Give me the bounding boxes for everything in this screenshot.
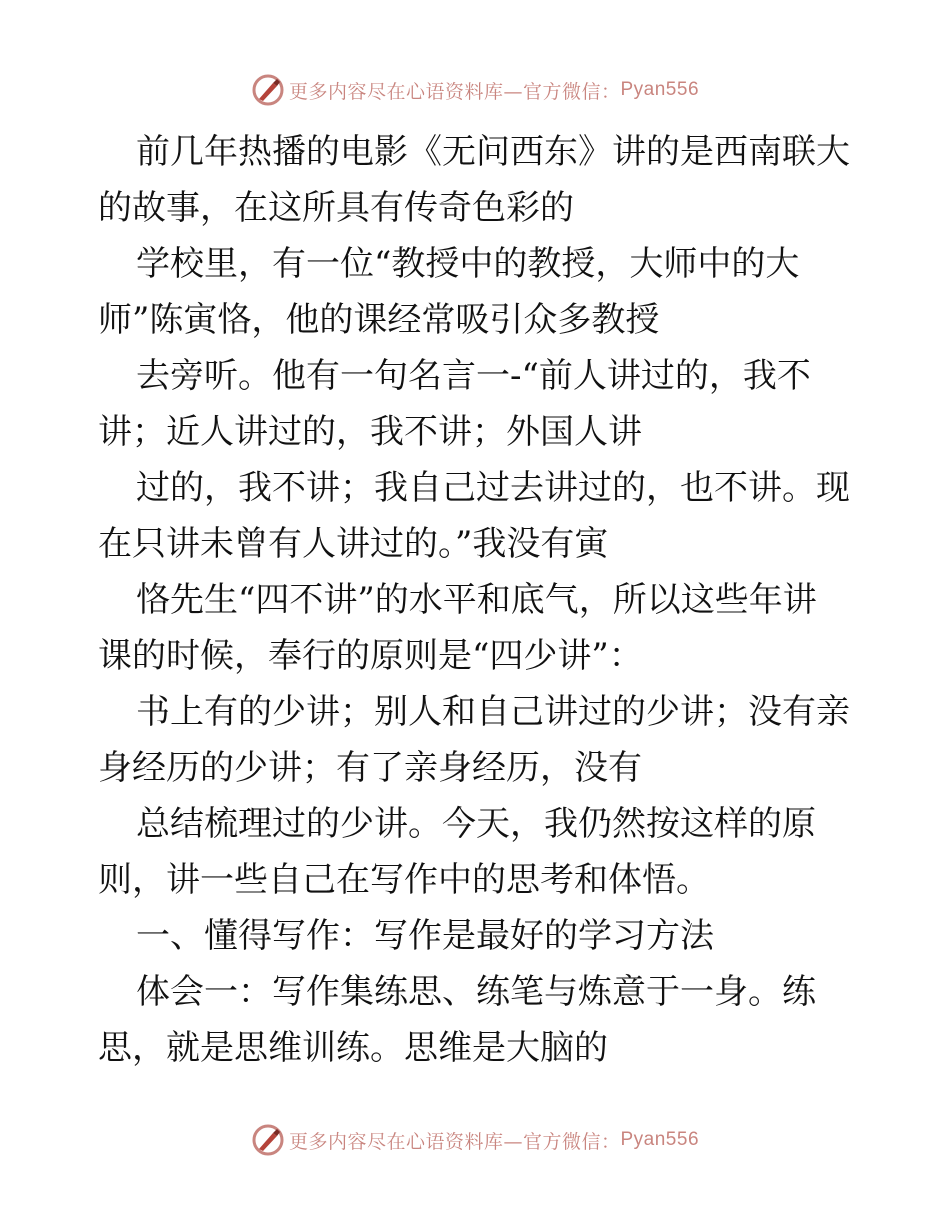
header-watermark: [0, 70, 950, 110]
watermark-text: 更多内容尽在心语资料库—官方微信：: [288, 80, 621, 103]
pen-logo-icon: [251, 1123, 285, 1157]
paragraph-4: 过的，我不讲；我自己过去讲过的，也不讲。现 在只讲未曾有人讲过的。”我没有寅: [98, 468, 850, 564]
section-heading: 一、懂得写作：写作是最好的学习方法: [136, 916, 714, 956]
document-body: [98, 124, 858, 1076]
paragraph-3: 去旁听。他有一句名言一-“前人讲过的，我不 讲；近人讲过的，我不讲；外国人讲: [98, 356, 811, 452]
paragraph-2: 学校里，有一位“教授中的教授，大师中的大 师”陈寅恪，他的课经常吸引众多教授: [98, 244, 800, 340]
footer-watermark: [0, 1120, 950, 1160]
paragraph-8: 体会一：写作集练思、练笔与炼意于一身。练 思，就是思维训练。思维是大脑的: [98, 972, 816, 1068]
wechat-id: Pyan556: [620, 79, 700, 100]
pen-logo-icon: [251, 73, 285, 107]
paragraph-6: 书上有的少讲；别人和自己讲过的少讲；没有亲 身经历的少讲；有了亲身经历，没有: [98, 692, 850, 788]
paragraph-1: 前几年热播的电影《无问西东》讲的是西南联大 的故事，在这所具有传奇色彩的: [98, 132, 850, 228]
wechat-id: Pyan556: [620, 1129, 700, 1150]
paragraph-7: 总结梳理过的少讲。今天，我仍然按这样的原 则，讲一些自己在写作中的思考和体悟。: [98, 804, 816, 900]
watermark-text: 更多内容尽在心语资料库—官方微信：: [288, 1130, 621, 1153]
paragraph-5: 恪先生“四不讲”的水平和底气，所以这些年讲 课的时候，奉行的原则是“四少讲”：: [98, 580, 817, 676]
